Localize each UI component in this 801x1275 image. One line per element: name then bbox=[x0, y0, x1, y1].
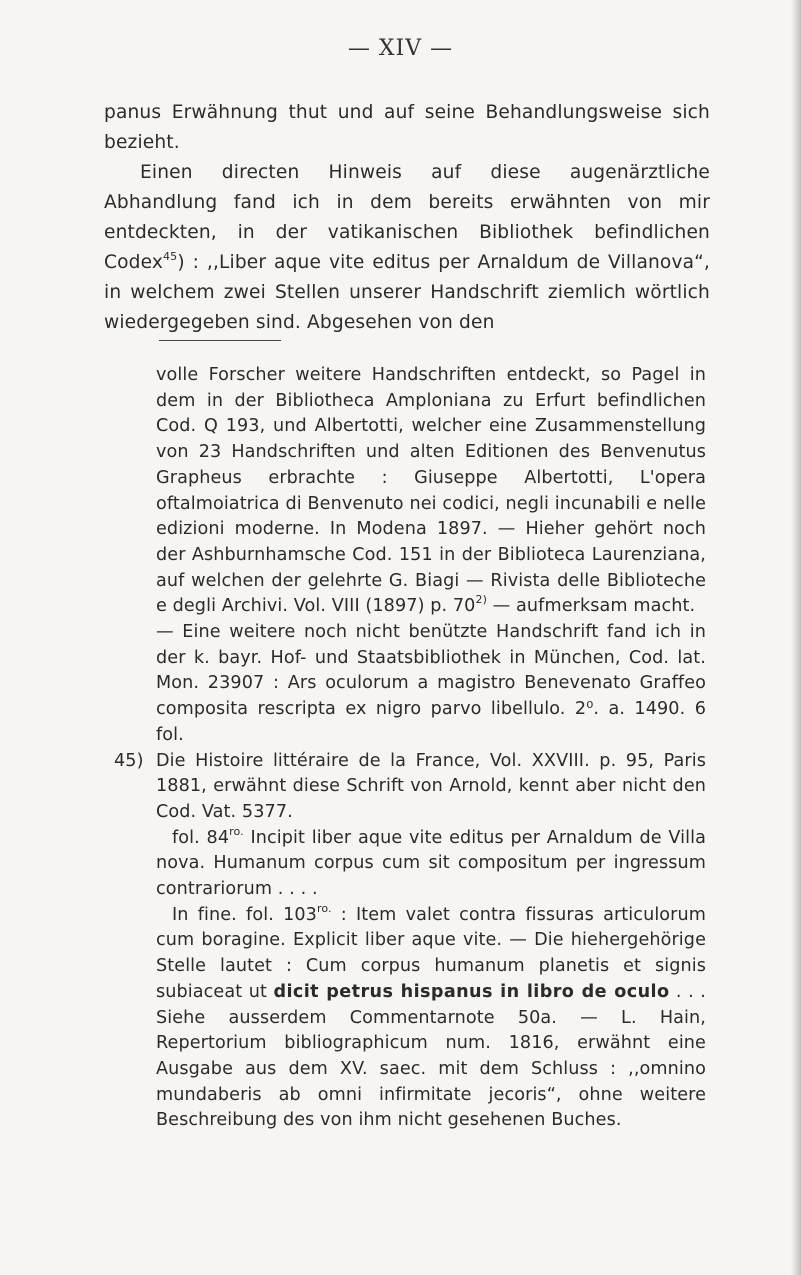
footnote-45-text-b: fol. 84 bbox=[172, 827, 230, 848]
folio-recto-mark: ro. bbox=[229, 824, 244, 838]
page-edge bbox=[791, 0, 801, 1275]
footnote-munich: — Eine weitere noch nicht benützte Handschrift fand ich in der k. bayr. Hof- und Staatsbibliothek in München, Cod. lat. Mon. 23907 : Ars oculorum a magistro Benevenato Graffeo composita rescripta ex nigro parvo libellulo. 2⁰. a. 1490. 6 fol. bbox=[156, 622, 706, 745]
footnote-45 bbox=[114, 749, 706, 826]
footnote-45-incipit bbox=[156, 826, 706, 903]
footnote-45-text-a: Die Histoire littéraire de la France, Vol. XXVIII. p. 95, Paris 1881, erwähnt diese Schrift von Arnold, kennt aber nicht den Cod. Vat. 5377. bbox=[156, 750, 706, 822]
footnote-45-text-b2: Incipit liber aque vite editus per Arnaldum de Villa nova. Humanum corpus cum sit compositum per ingressum contrariorum . . . . bbox=[156, 827, 706, 900]
paragraph-2-text: Einen directen Hinweis auf diese augenärztliche Abhandlung fand ich in dem bereits erwähnten von mir entdeckten, in der vatikanischen Bibliothek befindlichen Codex bbox=[104, 162, 710, 273]
footnote-continuation-end: — aufmerksam macht. bbox=[486, 596, 696, 617]
footnote-45-number: 45) bbox=[114, 750, 144, 771]
footnote-continuation-text: volle Forscher weitere Handschriften entdeckt, so Pagel in dem in der Bibliotheca Amploniana zu Erfurt befindlichen Cod. Q 193, und Albertotti, welcher eine Zusammenstellung von 23 Handschriften und alten Editionen des Benvenutus Grapheus erbrachte : Giuseppe Albertotti, L'opera oftalmoiatrica di Benvenuto nei codici, negli incunabili e nelle edizioni moderne. In Modena 1897. — Hieher gehört noch der Ashburnhamsche Cod. 151 in der Biblioteca Laurenziana, auf welchen der gelehrte G. Biagi — Rivista delle Biblioteche e degli Archivi. Vol. VIII (1897) p. 70 bbox=[156, 365, 706, 617]
footnote-inner-ref: 2) bbox=[475, 593, 487, 607]
footnote-ref-45: 45 bbox=[163, 250, 178, 263]
footnotes bbox=[114, 363, 706, 1134]
footnote-45-explicit bbox=[156, 903, 706, 1134]
footnote-divider bbox=[159, 340, 281, 341]
footnote-45-text-c: In fine. fol. 103 bbox=[172, 904, 317, 925]
paragraph-1: panus Erwähnung thut und auf seine Behandlungsweise sich bezieht. bbox=[104, 102, 710, 153]
page-number: — XIV — bbox=[347, 36, 454, 61]
folio-recto-mark: ro. bbox=[316, 901, 332, 915]
paragraph-2 bbox=[104, 158, 710, 338]
footnote-45-text-c2: : Item valet contra fissuras articulorum cum boragine. Explicit liber aque vite. — Die hiehergehörige Stelle lautet : Cum corpus humanum planetis et signis subiaceat ut bbox=[156, 904, 706, 1002]
footnote-continuation bbox=[156, 363, 706, 620]
main-text bbox=[104, 98, 710, 338]
footnote-45-text-c3: . . . Siehe ausserdem Commentarnote 50a. — L. Hain, Repertorium bibliographicum num. 1816, erwähnt eine Ausgabe aus dem XV. saec. mit dem Schluss : ,,omnino mundaberis ab omni infirmitate jecoris“, ohne weitere Beschreibung des von ihm nicht gesehenen Buches. bbox=[156, 981, 706, 1131]
paragraph-2-rest: ) : ,,Liber aque vite editus per Arnaldum de Villanova“, in welchem zwei Stellen unserer Handschrift ziemlich wörtlich wiedergegeben sind. Abgesehen von den bbox=[104, 252, 710, 333]
quoted-emphasis: dicit petrus hispanus in libro de oculo bbox=[273, 981, 670, 1002]
